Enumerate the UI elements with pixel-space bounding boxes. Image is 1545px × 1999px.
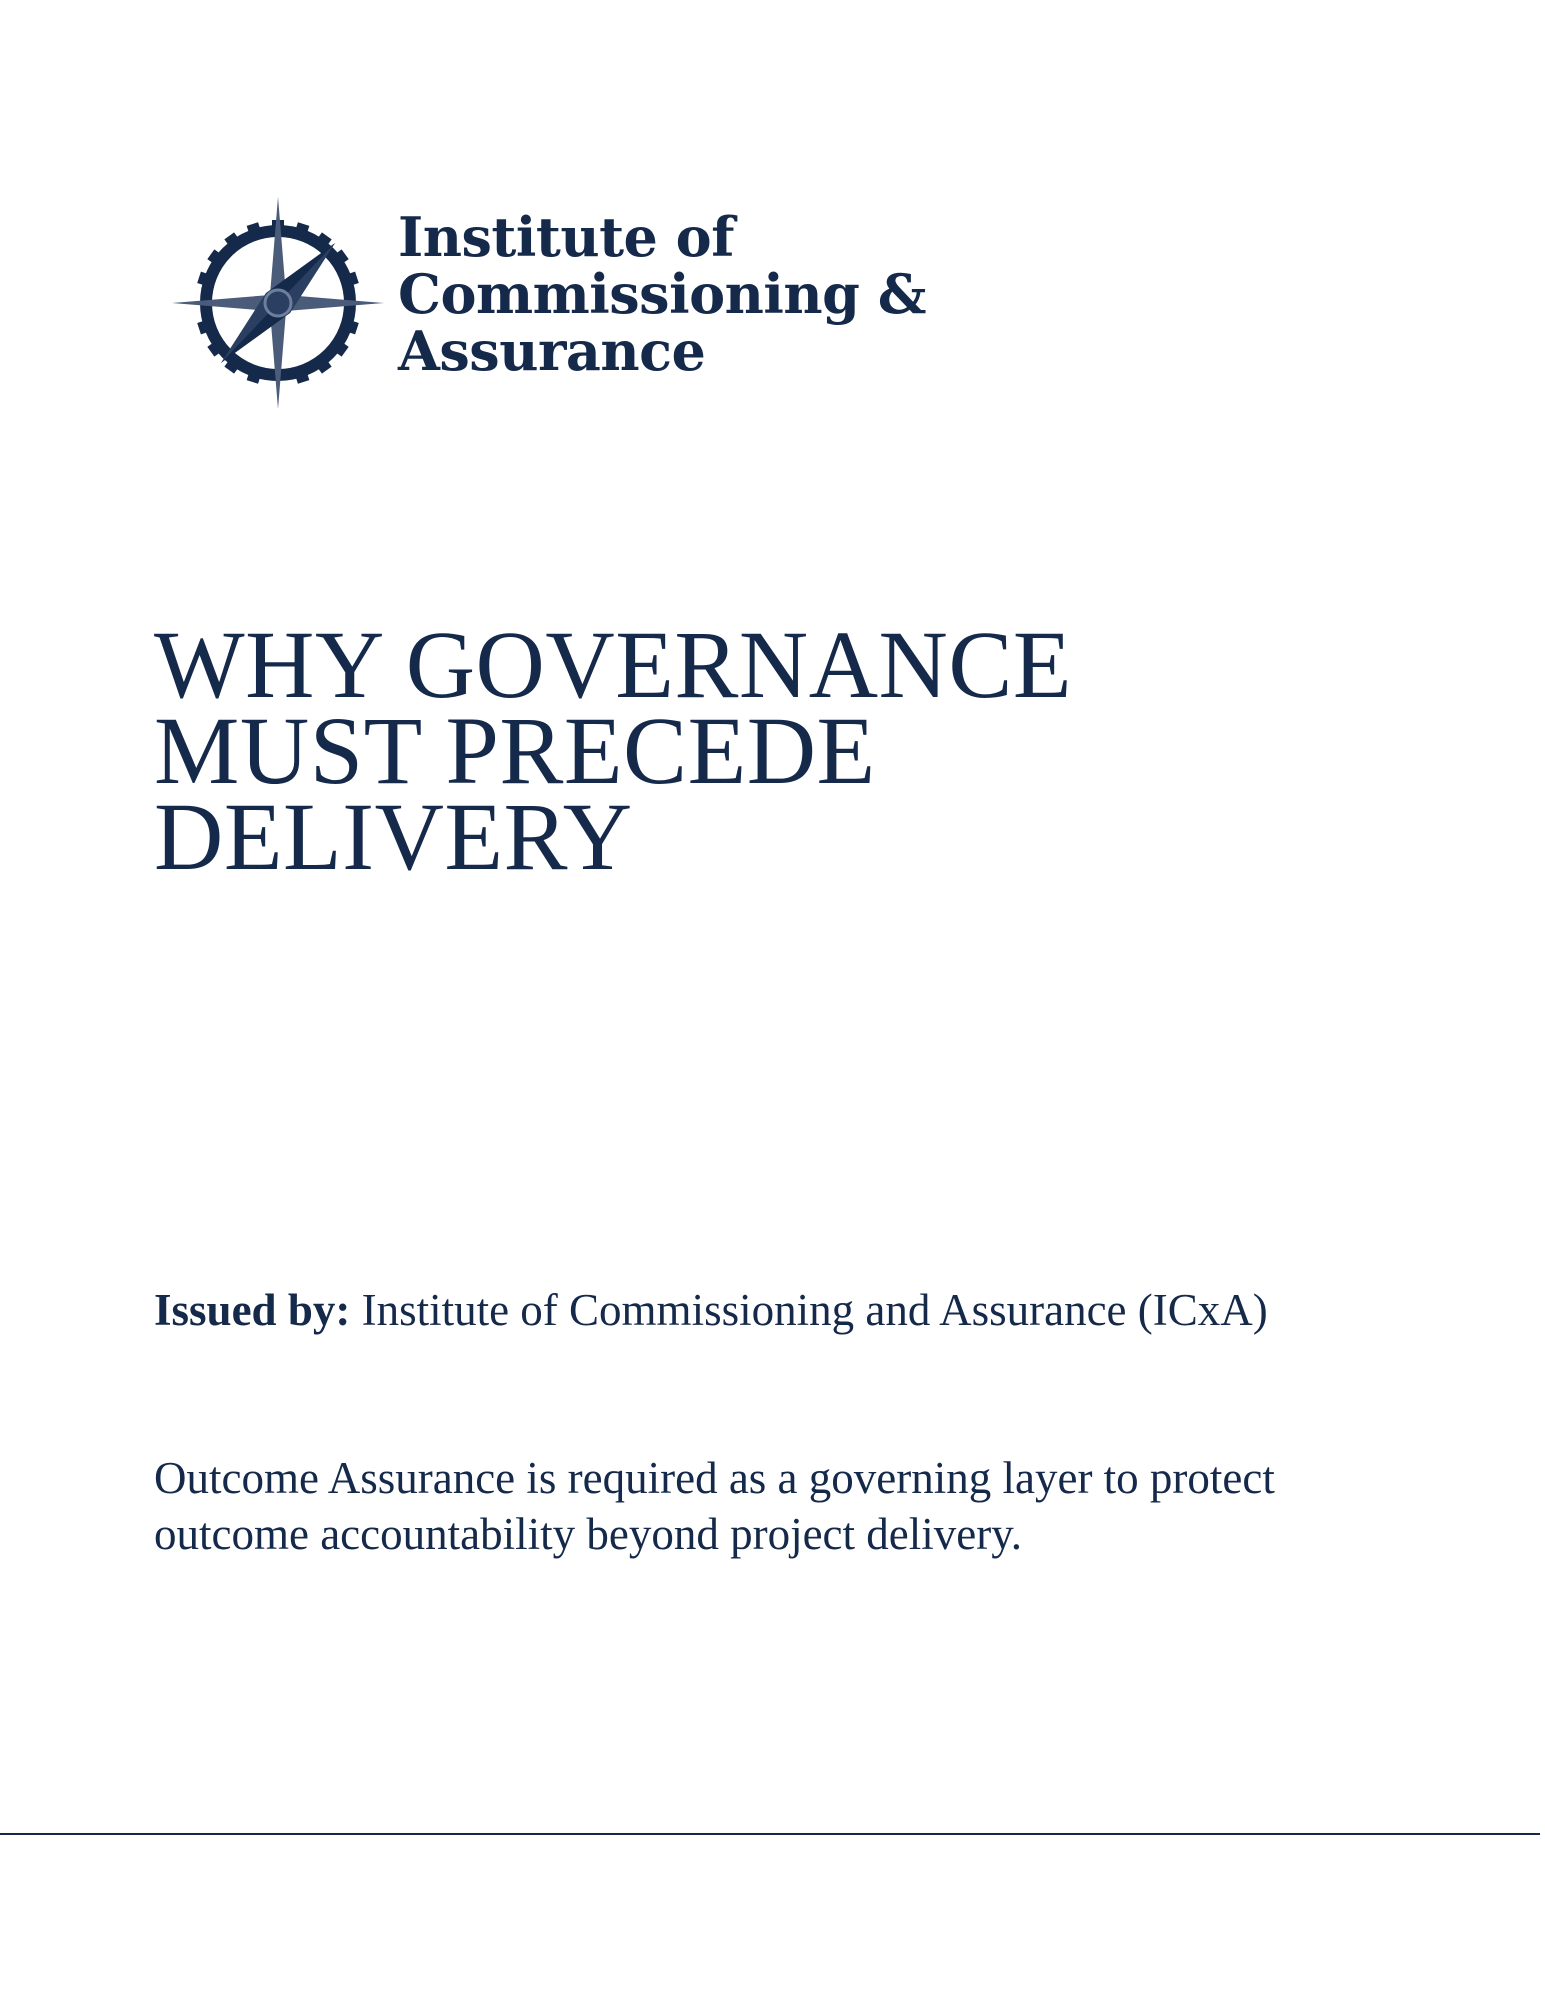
- institute-logo: [170, 195, 930, 415]
- compass-gear-icon: [170, 195, 385, 410]
- logo-line-1: Institute of: [398, 205, 734, 269]
- logo-line-3: Assurance: [398, 319, 706, 383]
- title-line-3: DELIVERY: [154, 783, 633, 890]
- issued-by: [154, 1282, 1374, 1338]
- title-line-2: MUST PRECEDE: [154, 697, 876, 804]
- issued-by-label: Issued by:: [154, 1285, 351, 1335]
- summary-text: Outcome Assurance is required as a governing layer to protect outcome accountability beyond project delivery.: [154, 1453, 1275, 1559]
- document-title: [154, 611, 1073, 890]
- issued-by-value: Institute of Commissioning and Assurance (ICxA): [361, 1285, 1268, 1335]
- footer-divider: [0, 1833, 1540, 1835]
- title-line-1: WHY GOVERNANCE: [154, 611, 1073, 718]
- logo-wordmark: [398, 205, 926, 383]
- logo-line-2: Commissioning &: [398, 262, 926, 326]
